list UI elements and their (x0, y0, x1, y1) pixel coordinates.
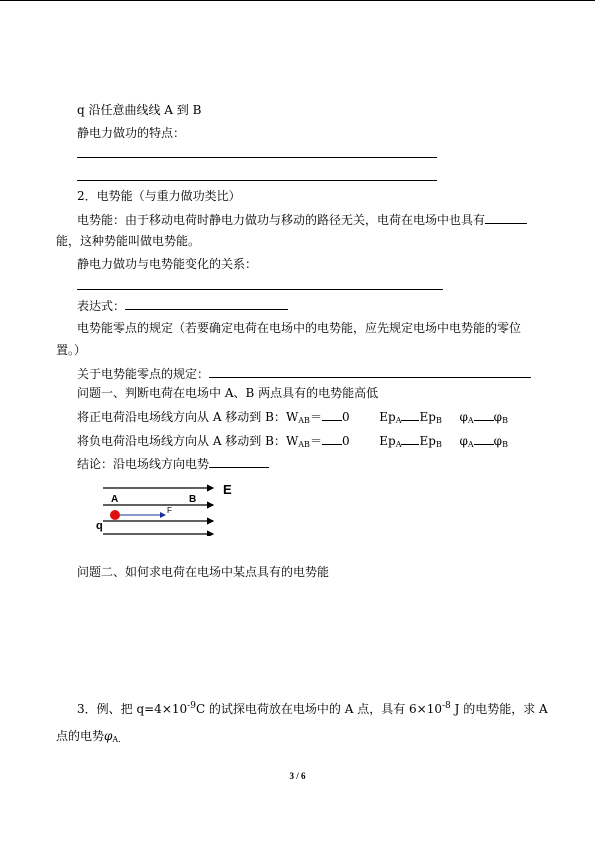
conclusion-text: 结论：沿电场线方向电势 (77, 457, 210, 471)
answer-blank-line (77, 180, 437, 181)
text: C 的试探电荷放在电场中的 A 点，具有 6×10 (195, 702, 443, 716)
phi-symbol: φ (493, 410, 503, 424)
subscript: A (467, 416, 474, 425)
fill-blank (474, 432, 494, 445)
subscript: A. (112, 735, 121, 744)
subscript: AB (298, 440, 310, 449)
text-line: 静电力做功的特点： (77, 126, 186, 140)
text-line: 静电力做功与电势能变化的关系： (77, 257, 258, 271)
phi-symbol: φ (459, 410, 468, 424)
paragraph-line: 置。） (56, 343, 87, 357)
fill-blank (401, 408, 419, 421)
text: 将负电荷沿电场线方向从 A 移动到 B： (77, 434, 286, 448)
section-heading: 2．电势能（与重力做功类比） (77, 189, 241, 203)
text: 点的电势 (56, 729, 105, 743)
point-a-label: A (111, 494, 119, 505)
fill-blank (322, 408, 342, 421)
fill-blank (474, 408, 494, 421)
text-line (77, 365, 531, 382)
zero: 0 (341, 410, 350, 424)
page-number: 3 / 6 (289, 771, 306, 781)
zero: 0 (341, 434, 350, 448)
subscript: A (395, 416, 402, 425)
question-line: 问题二、如何求电荷在电场中某点具有的电势能 (77, 565, 330, 579)
question-line: 问题一、判断电荷在电场中 A、B 两点具有的电势能高低 (77, 386, 379, 400)
subscript: A (395, 440, 402, 449)
subscript: B (435, 440, 442, 449)
fill-blank (209, 365, 531, 378)
exponent: -8 (442, 701, 451, 711)
phi-symbol: φ (104, 729, 113, 743)
paragraph-line: 电势能零点的规定（若要确定电荷在电场中的电势能，应先规定电场中电势能的零位 (77, 321, 522, 335)
paragraph-text: 电势能：由于移动电荷时静电力做功与移动的路径无关，电荷在电场中也具有 (77, 213, 486, 227)
example-line (56, 728, 121, 748)
field-e-label: E (223, 482, 232, 497)
ep-symbol: Ep (379, 410, 396, 424)
work-symbol: W (285, 434, 299, 448)
negative-charge-line (77, 432, 508, 453)
positive-charge-line (77, 408, 508, 429)
ep-symbol: Ep (419, 434, 436, 448)
ep-symbol: Ep (419, 410, 436, 424)
text: 3．例、把 q=4×10 (77, 702, 188, 716)
fill-blank (209, 455, 269, 468)
fill-blank (401, 432, 419, 445)
charge-q-label: q (96, 520, 103, 532)
equals: ＝ (309, 434, 322, 448)
phi-symbol: φ (459, 434, 468, 448)
answer-blank-line (77, 289, 443, 290)
expression-label: 表达式： (77, 299, 126, 313)
paragraph-line (77, 211, 527, 228)
charge-q-dot (110, 510, 120, 520)
equals: ＝ (309, 410, 322, 424)
paragraph-line: 能，这种势能叫做电势能。 (56, 234, 201, 248)
fill-blank (322, 432, 342, 445)
zero-rule-label: 关于电势能零点的规定： (77, 367, 210, 381)
force-f-label: F (167, 506, 172, 515)
example-line (77, 698, 548, 717)
conclusion-line (77, 455, 269, 472)
text-line (77, 297, 288, 314)
subscript: B (502, 440, 508, 449)
text: J 的电势能，求 A (450, 702, 548, 716)
subscript: B (502, 416, 508, 425)
exponent: -9 (187, 701, 196, 711)
fill-blank (485, 211, 527, 224)
subscript: AB (298, 416, 310, 425)
fill-blank (125, 297, 288, 310)
top-border-line (0, 0, 595, 1)
ep-symbol: Ep (379, 434, 396, 448)
electric-field-diagram (95, 480, 245, 536)
phi-symbol: φ (493, 434, 503, 448)
text-line: q 沿任意曲线线 A 到 B (77, 103, 202, 117)
work-symbol: W (285, 410, 299, 424)
subscript: A (467, 440, 474, 449)
point-b-label: B (189, 494, 197, 505)
answer-blank-line (77, 157, 437, 158)
subscript: B (435, 416, 442, 425)
text: 将正电荷沿电场线方向从 A 移动到 B： (77, 410, 286, 424)
